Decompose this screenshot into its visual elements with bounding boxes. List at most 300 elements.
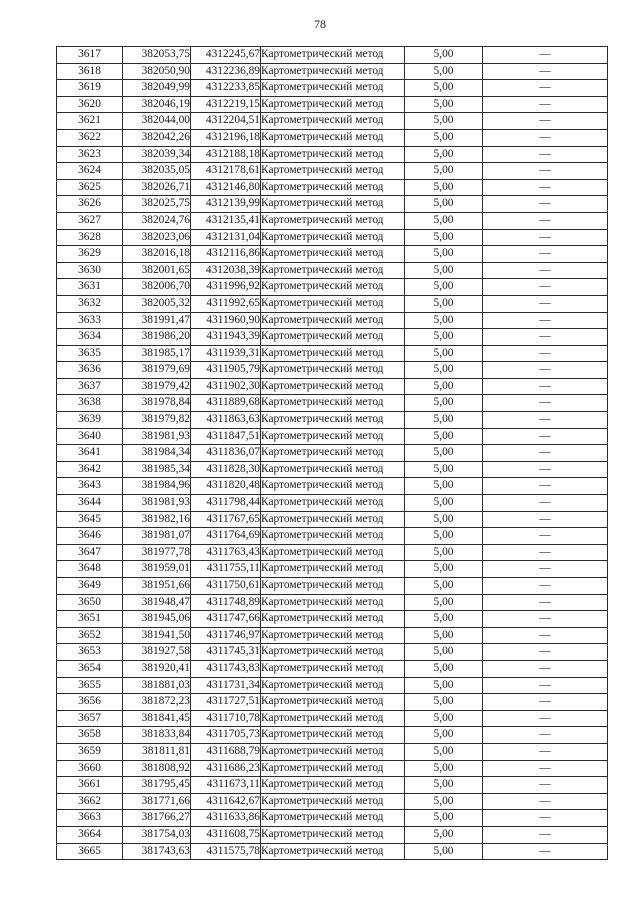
y-coordinate-cell: 4311748,89 — [191, 594, 261, 611]
y-coordinate-cell: 4311847,51 — [191, 428, 261, 445]
description-cell: — — [483, 146, 608, 163]
point-number-cell: 3618 — [57, 63, 123, 80]
point-number-cell: 3646 — [57, 528, 123, 545]
description-cell: — — [483, 229, 608, 246]
x-coordinate-cell: 381795,45 — [123, 777, 191, 794]
table-row — [57, 262, 608, 279]
accuracy-cell: 5,00 — [405, 163, 483, 180]
description-cell: — — [483, 179, 608, 196]
table-row — [57, 362, 608, 379]
description-cell: — — [483, 345, 608, 362]
description-cell: — — [483, 129, 608, 146]
description-cell: — — [483, 395, 608, 412]
y-coordinate-cell: 4311755,11 — [191, 561, 261, 578]
description-cell: — — [483, 312, 608, 329]
point-number-cell: 3650 — [57, 594, 123, 611]
method-cell: Картометрический метод — [261, 627, 405, 644]
accuracy-cell: 5,00 — [405, 179, 483, 196]
table-row — [57, 677, 608, 694]
point-number-cell: 3642 — [57, 461, 123, 478]
table-row — [57, 611, 608, 628]
x-coordinate-cell: 382050,90 — [123, 63, 191, 80]
point-number-cell: 3648 — [57, 561, 123, 578]
description-cell: — — [483, 478, 608, 495]
point-number-cell: 3633 — [57, 312, 123, 329]
accuracy-cell: 5,00 — [405, 810, 483, 827]
y-coordinate-cell: 4311889,68 — [191, 395, 261, 412]
method-cell: Картометрический метод — [261, 843, 405, 860]
description-cell: — — [483, 378, 608, 395]
y-coordinate-cell: 4312139,99 — [191, 196, 261, 213]
page-number: 78 — [314, 17, 326, 31]
description-cell: — — [483, 445, 608, 462]
x-coordinate-cell: 382023,06 — [123, 229, 191, 246]
point-number-cell: 3638 — [57, 395, 123, 412]
description-cell: — — [483, 677, 608, 694]
x-coordinate-cell: 381981,93 — [123, 428, 191, 445]
y-coordinate-cell: 4311705,73 — [191, 727, 261, 744]
point-number-cell: 3657 — [57, 710, 123, 727]
y-coordinate-cell: 4311764,69 — [191, 528, 261, 545]
accuracy-cell: 5,00 — [405, 80, 483, 97]
point-number-cell: 3658 — [57, 727, 123, 744]
x-coordinate-cell: 381978,84 — [123, 395, 191, 412]
method-cell: Картометрический метод — [261, 47, 405, 64]
accuracy-cell: 5,00 — [405, 578, 483, 595]
method-cell: Картометрический метод — [261, 760, 405, 777]
method-cell: Картометрический метод — [261, 611, 405, 628]
description-cell: — — [483, 743, 608, 760]
table-row — [57, 412, 608, 429]
description-cell: — — [483, 826, 608, 843]
method-cell: Картометрический метод — [261, 561, 405, 578]
table-row — [57, 760, 608, 777]
table-row — [57, 644, 608, 661]
description-cell: — — [483, 461, 608, 478]
y-coordinate-cell: 4311575,78 — [191, 843, 261, 860]
point-number-cell: 3644 — [57, 495, 123, 512]
table-row — [57, 80, 608, 97]
description-cell: — — [483, 279, 608, 296]
method-cell: Картометрический метод — [261, 146, 405, 163]
x-coordinate-cell: 381977,78 — [123, 544, 191, 561]
x-coordinate-cell: 381979,69 — [123, 362, 191, 379]
description-cell: — — [483, 212, 608, 229]
table-row — [57, 660, 608, 677]
accuracy-cell: 5,00 — [405, 279, 483, 296]
accuracy-cell: 5,00 — [405, 826, 483, 843]
description-cell: — — [483, 793, 608, 810]
y-coordinate-cell: 4311747,66 — [191, 611, 261, 628]
description-cell: — — [483, 578, 608, 595]
accuracy-cell: 5,00 — [405, 561, 483, 578]
x-coordinate-cell: 382046,19 — [123, 96, 191, 113]
y-coordinate-cell: 4312135,41 — [191, 212, 261, 229]
y-coordinate-cell: 4312116,86 — [191, 246, 261, 263]
description-cell: — — [483, 96, 608, 113]
point-number-cell: 3625 — [57, 179, 123, 196]
method-cell: Картометрический метод — [261, 80, 405, 97]
method-cell: Картометрический метод — [261, 312, 405, 329]
point-number-cell: 3636 — [57, 362, 123, 379]
table-row — [57, 129, 608, 146]
point-number-cell: 3641 — [57, 445, 123, 462]
accuracy-cell: 5,00 — [405, 528, 483, 545]
description-cell: — — [483, 428, 608, 445]
point-number-cell: 3626 — [57, 196, 123, 213]
point-number-cell: 3622 — [57, 129, 123, 146]
y-coordinate-cell: 4311820,48 — [191, 478, 261, 495]
description-cell: — — [483, 412, 608, 429]
x-coordinate-cell: 381979,82 — [123, 412, 191, 429]
method-cell: Картометрический метод — [261, 710, 405, 727]
y-coordinate-cell: 4311863,63 — [191, 412, 261, 429]
accuracy-cell: 5,00 — [405, 129, 483, 146]
table-row — [57, 312, 608, 329]
table-row — [57, 495, 608, 512]
table-row — [57, 511, 608, 528]
accuracy-cell: 5,00 — [405, 262, 483, 279]
description-cell: — — [483, 262, 608, 279]
description-cell: — — [483, 660, 608, 677]
accuracy-cell: 5,00 — [405, 378, 483, 395]
point-number-cell: 3639 — [57, 412, 123, 429]
point-number-cell: 3617 — [57, 47, 123, 64]
y-coordinate-cell: 4311688,79 — [191, 743, 261, 760]
x-coordinate-cell: 381982,16 — [123, 511, 191, 528]
accuracy-cell: 5,00 — [405, 146, 483, 163]
method-cell: Картометрический метод — [261, 295, 405, 312]
table-row — [57, 163, 608, 180]
table-row — [57, 461, 608, 478]
coordinates-table — [56, 46, 608, 860]
point-number-cell: 3663 — [57, 810, 123, 827]
x-coordinate-cell: 381985,17 — [123, 345, 191, 362]
description-cell: — — [483, 196, 608, 213]
accuracy-cell: 5,00 — [405, 412, 483, 429]
x-coordinate-cell: 382005,32 — [123, 295, 191, 312]
x-coordinate-cell: 381991,47 — [123, 312, 191, 329]
table-row — [57, 694, 608, 711]
x-coordinate-cell: 381979,42 — [123, 378, 191, 395]
point-number-cell: 3654 — [57, 660, 123, 677]
accuracy-cell: 5,00 — [405, 677, 483, 694]
y-coordinate-cell: 4311746,97 — [191, 627, 261, 644]
point-number-cell: 3653 — [57, 644, 123, 661]
y-coordinate-cell: 4312178,61 — [191, 163, 261, 180]
point-number-cell: 3624 — [57, 163, 123, 180]
x-coordinate-cell: 382026,71 — [123, 179, 191, 196]
x-coordinate-cell: 381771,66 — [123, 793, 191, 810]
method-cell: Картометрический метод — [261, 345, 405, 362]
method-cell: Картометрический метод — [261, 246, 405, 263]
table-row — [57, 378, 608, 395]
x-coordinate-cell: 382006,70 — [123, 279, 191, 296]
y-coordinate-cell: 4311743,83 — [191, 660, 261, 677]
method-cell: Картометрический метод — [261, 495, 405, 512]
method-cell: Картометрический метод — [261, 694, 405, 711]
x-coordinate-cell: 382001,65 — [123, 262, 191, 279]
x-coordinate-cell: 381951,66 — [123, 578, 191, 595]
y-coordinate-cell: 4311731,34 — [191, 677, 261, 694]
y-coordinate-cell: 4312236,89 — [191, 63, 261, 80]
table-row — [57, 743, 608, 760]
accuracy-cell: 5,00 — [405, 710, 483, 727]
x-coordinate-cell: 381981,07 — [123, 528, 191, 545]
table-row — [57, 843, 608, 860]
accuracy-cell: 5,00 — [405, 329, 483, 346]
x-coordinate-cell: 381872,23 — [123, 694, 191, 711]
accuracy-cell: 5,00 — [405, 196, 483, 213]
point-number-cell: 3629 — [57, 246, 123, 263]
method-cell: Картометрический метод — [261, 644, 405, 661]
description-cell: — — [483, 777, 608, 794]
method-cell: Картометрический метод — [261, 445, 405, 462]
description-cell: — — [483, 511, 608, 528]
description-cell: — — [483, 644, 608, 661]
accuracy-cell: 5,00 — [405, 511, 483, 528]
x-coordinate-cell: 381959,01 — [123, 561, 191, 578]
method-cell: Картометрический метод — [261, 262, 405, 279]
description-cell: — — [483, 362, 608, 379]
point-number-cell: 3647 — [57, 544, 123, 561]
x-coordinate-cell: 382049,99 — [123, 80, 191, 97]
x-coordinate-cell: 381981,93 — [123, 495, 191, 512]
point-number-cell: 3661 — [57, 777, 123, 794]
x-coordinate-cell: 381941,50 — [123, 627, 191, 644]
table-row — [57, 777, 608, 794]
y-coordinate-cell: 4311828,30 — [191, 461, 261, 478]
table-row — [57, 528, 608, 545]
table-row — [57, 96, 608, 113]
table-row — [57, 578, 608, 595]
table-row — [57, 428, 608, 445]
description-cell: — — [483, 246, 608, 263]
table-row — [57, 345, 608, 362]
method-cell: Картометрический метод — [261, 777, 405, 794]
method-cell: Картометрический метод — [261, 362, 405, 379]
x-coordinate-cell: 381984,96 — [123, 478, 191, 495]
accuracy-cell: 5,00 — [405, 793, 483, 810]
accuracy-cell: 5,00 — [405, 47, 483, 64]
method-cell: Картометрический метод — [261, 279, 405, 296]
method-cell: Картометрический метод — [261, 594, 405, 611]
accuracy-cell: 5,00 — [405, 694, 483, 711]
method-cell: Картометрический метод — [261, 743, 405, 760]
accuracy-cell: 5,00 — [405, 295, 483, 312]
accuracy-cell: 5,00 — [405, 495, 483, 512]
accuracy-cell: 5,00 — [405, 96, 483, 113]
table-row — [57, 561, 608, 578]
table-row — [57, 229, 608, 246]
description-cell: — — [483, 710, 608, 727]
accuracy-cell: 5,00 — [405, 246, 483, 263]
y-coordinate-cell: 4311905,79 — [191, 362, 261, 379]
accuracy-cell: 5,00 — [405, 478, 483, 495]
point-number-cell: 3659 — [57, 743, 123, 760]
y-coordinate-cell: 4312204,51 — [191, 113, 261, 130]
table-row — [57, 146, 608, 163]
method-cell: Картометрический метод — [261, 129, 405, 146]
point-number-cell: 3634 — [57, 329, 123, 346]
accuracy-cell: 5,00 — [405, 777, 483, 794]
description-cell: — — [483, 694, 608, 711]
point-number-cell: 3628 — [57, 229, 123, 246]
y-coordinate-cell: 4311960,90 — [191, 312, 261, 329]
x-coordinate-cell: 382042,26 — [123, 129, 191, 146]
point-number-cell: 3651 — [57, 611, 123, 628]
accuracy-cell: 5,00 — [405, 362, 483, 379]
description-cell: — — [483, 843, 608, 860]
description-cell: — — [483, 561, 608, 578]
method-cell: Картометрический метод — [261, 196, 405, 213]
point-number-cell: 3632 — [57, 295, 123, 312]
table-row — [57, 544, 608, 561]
x-coordinate-cell: 381920,41 — [123, 660, 191, 677]
method-cell: Картометрический метод — [261, 511, 405, 528]
description-cell: — — [483, 627, 608, 644]
coordinates-table-body — [57, 47, 608, 860]
x-coordinate-cell: 381841,45 — [123, 710, 191, 727]
x-coordinate-cell: 381984,34 — [123, 445, 191, 462]
table-row — [57, 47, 608, 64]
y-coordinate-cell: 4311902,30 — [191, 378, 261, 395]
description-cell: — — [483, 80, 608, 97]
accuracy-cell: 5,00 — [405, 594, 483, 611]
description-cell: — — [483, 163, 608, 180]
table-row — [57, 727, 608, 744]
method-cell: Картометрический метод — [261, 428, 405, 445]
y-coordinate-cell: 4311996,92 — [191, 279, 261, 296]
description-cell: — — [483, 594, 608, 611]
point-number-cell: 3631 — [57, 279, 123, 296]
accuracy-cell: 5,00 — [405, 445, 483, 462]
point-number-cell: 3655 — [57, 677, 123, 694]
table-row — [57, 627, 608, 644]
method-cell: Картометрический метод — [261, 395, 405, 412]
y-coordinate-cell: 4312196,18 — [191, 129, 261, 146]
description-cell: — — [483, 810, 608, 827]
x-coordinate-cell: 381986,20 — [123, 329, 191, 346]
y-coordinate-cell: 4311727,51 — [191, 694, 261, 711]
table-row — [57, 279, 608, 296]
method-cell: Картометрический метод — [261, 329, 405, 346]
point-number-cell: 3640 — [57, 428, 123, 445]
y-coordinate-cell: 4311710,78 — [191, 710, 261, 727]
y-coordinate-cell: 4311836,07 — [191, 445, 261, 462]
x-coordinate-cell: 382044,00 — [123, 113, 191, 130]
method-cell: Картометрический метод — [261, 810, 405, 827]
description-cell: — — [483, 528, 608, 545]
accuracy-cell: 5,00 — [405, 627, 483, 644]
description-cell: — — [483, 295, 608, 312]
y-coordinate-cell: 4311939,31 — [191, 345, 261, 362]
method-cell: Картометрический метод — [261, 478, 405, 495]
accuracy-cell: 5,00 — [405, 544, 483, 561]
point-number-cell: 3619 — [57, 80, 123, 97]
x-coordinate-cell: 381766,27 — [123, 810, 191, 827]
y-coordinate-cell: 4311642,67 — [191, 793, 261, 810]
x-coordinate-cell: 381927,58 — [123, 644, 191, 661]
point-number-cell: 3660 — [57, 760, 123, 777]
accuracy-cell: 5,00 — [405, 660, 483, 677]
y-coordinate-cell: 4311686,23 — [191, 760, 261, 777]
y-coordinate-cell: 4312245,67 — [191, 47, 261, 64]
x-coordinate-cell: 382039,34 — [123, 146, 191, 163]
table-row — [57, 478, 608, 495]
method-cell: Картометрический метод — [261, 212, 405, 229]
point-number-cell: 3635 — [57, 345, 123, 362]
x-coordinate-cell: 381754,03 — [123, 826, 191, 843]
accuracy-cell: 5,00 — [405, 312, 483, 329]
table-row — [57, 212, 608, 229]
x-coordinate-cell: 381808,92 — [123, 760, 191, 777]
accuracy-cell: 5,00 — [405, 644, 483, 661]
description-cell: — — [483, 329, 608, 346]
x-coordinate-cell: 382035,05 — [123, 163, 191, 180]
method-cell: Картометрический метод — [261, 163, 405, 180]
x-coordinate-cell: 381881,03 — [123, 677, 191, 694]
table-row — [57, 395, 608, 412]
y-coordinate-cell: 4312131,04 — [191, 229, 261, 246]
method-cell: Картометрический метод — [261, 461, 405, 478]
point-number-cell: 3649 — [57, 578, 123, 595]
x-coordinate-cell: 381985,34 — [123, 461, 191, 478]
method-cell: Картометрический метод — [261, 660, 405, 677]
table-row — [57, 810, 608, 827]
point-number-cell: 3620 — [57, 96, 123, 113]
point-number-cell: 3656 — [57, 694, 123, 711]
description-cell: — — [483, 63, 608, 80]
table-row — [57, 594, 608, 611]
table-row — [57, 710, 608, 727]
method-cell: Картометрический метод — [261, 727, 405, 744]
method-cell: Картометрический метод — [261, 229, 405, 246]
y-coordinate-cell: 4311798,44 — [191, 495, 261, 512]
x-coordinate-cell: 381833,84 — [123, 727, 191, 744]
x-coordinate-cell: 381945,06 — [123, 611, 191, 628]
x-coordinate-cell: 382024,76 — [123, 212, 191, 229]
accuracy-cell: 5,00 — [405, 229, 483, 246]
method-cell: Картометрический метод — [261, 63, 405, 80]
accuracy-cell: 5,00 — [405, 760, 483, 777]
y-coordinate-cell: 4311992,65 — [191, 295, 261, 312]
accuracy-cell: 5,00 — [405, 461, 483, 478]
x-coordinate-cell: 382016,18 — [123, 246, 191, 263]
method-cell: Картометрический метод — [261, 826, 405, 843]
point-number-cell: 3621 — [57, 113, 123, 130]
y-coordinate-cell: 4311673,11 — [191, 777, 261, 794]
method-cell: Картометрический метод — [261, 793, 405, 810]
point-number-cell: 3627 — [57, 212, 123, 229]
method-cell: Картометрический метод — [261, 578, 405, 595]
x-coordinate-cell: 381948,47 — [123, 594, 191, 611]
y-coordinate-cell: 4311745,31 — [191, 644, 261, 661]
y-coordinate-cell: 4311763,43 — [191, 544, 261, 561]
point-number-cell: 3637 — [57, 378, 123, 395]
accuracy-cell: 5,00 — [405, 63, 483, 80]
y-coordinate-cell: 4311633,86 — [191, 810, 261, 827]
method-cell: Картометрический метод — [261, 378, 405, 395]
y-coordinate-cell: 4312219,15 — [191, 96, 261, 113]
accuracy-cell: 5,00 — [405, 743, 483, 760]
method-cell: Картометрический метод — [261, 677, 405, 694]
accuracy-cell: 5,00 — [405, 212, 483, 229]
accuracy-cell: 5,00 — [405, 395, 483, 412]
table-row — [57, 329, 608, 346]
table-row — [57, 179, 608, 196]
method-cell: Картометрический метод — [261, 412, 405, 429]
